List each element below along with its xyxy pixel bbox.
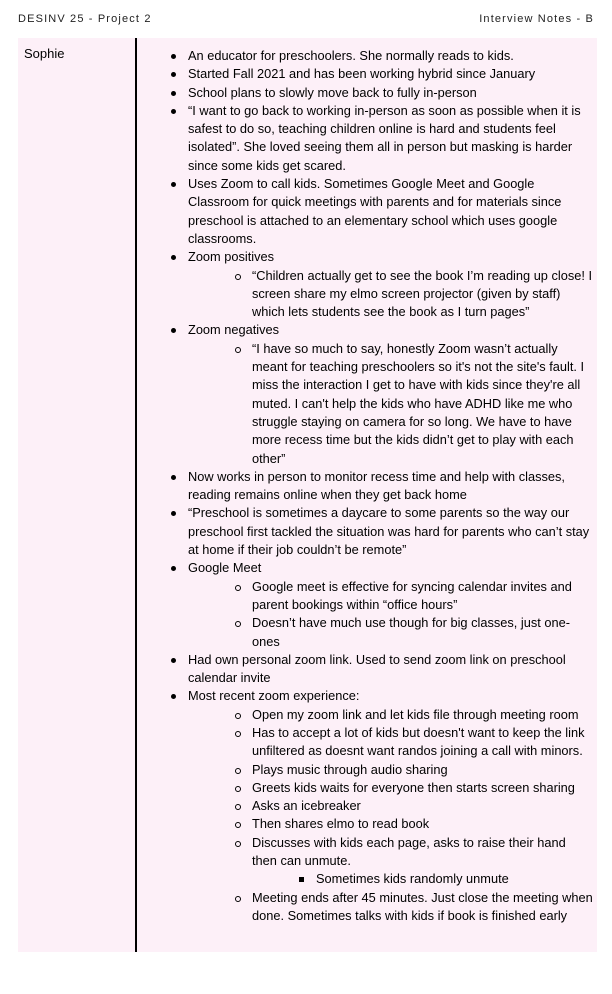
note-item bbox=[234, 889, 593, 926]
note-list-level-2 bbox=[188, 578, 593, 651]
note-item bbox=[170, 102, 593, 175]
note-item bbox=[170, 687, 593, 925]
note-list-level-2 bbox=[188, 340, 593, 468]
note-item-text: Had own personal zoom link. Used to send zoom link on preschool calendar invite bbox=[188, 651, 566, 686]
note-item-text: An educator for preschoolers. She normally reads to kids. bbox=[188, 48, 514, 63]
note-item bbox=[170, 651, 593, 688]
note-item bbox=[170, 559, 593, 650]
note-item bbox=[234, 797, 593, 815]
note-item bbox=[170, 504, 593, 559]
note-item-text: “I want to go back to working in-person as soon as possible when it is safest to do so, teaching children online is hard and students feel isolated”. She loved seeing them all in person but masking is harder since some kids get scared. bbox=[188, 102, 581, 173]
notes-list bbox=[137, 47, 593, 925]
note-item bbox=[234, 614, 593, 651]
notes-column bbox=[137, 38, 597, 952]
note-item bbox=[170, 47, 593, 65]
note-item bbox=[170, 248, 593, 321]
note-item-text: Uses Zoom to call kids. Sometimes Google Meet and Google Classroom for quick meetings with parents and for materials since preschool is attached to an elementary school which uses google classrooms. bbox=[188, 176, 562, 246]
note-item-text: Zoom positives bbox=[188, 249, 275, 265]
note-list-level-1 bbox=[137, 47, 593, 925]
note-item bbox=[234, 834, 593, 889]
note-item bbox=[234, 779, 593, 797]
note-item-text: Now works in person to monitor recess time and help with classes, reading remains online when they get back home bbox=[188, 468, 565, 503]
note-item bbox=[170, 321, 593, 467]
note-list-level-3 bbox=[252, 870, 593, 888]
note-item-text: Plays music through audio sharing bbox=[252, 761, 448, 777]
note-item-text: Asks an icebreaker bbox=[252, 798, 361, 814]
note-item-text: “Children actually get to see the book I’m reading up close! I screen share my elmo screen projector (given by staff) which lets students see the book as I turn pages” bbox=[252, 267, 593, 320]
note-item-text: Doesn’t have much use though for big classes, just one-ones bbox=[252, 615, 570, 649]
note-item bbox=[170, 84, 593, 102]
participant-column bbox=[18, 38, 137, 952]
note-item bbox=[234, 340, 593, 468]
interview-note-table bbox=[18, 38, 597, 952]
note-item bbox=[234, 724, 593, 761]
note-item bbox=[298, 870, 593, 888]
note-item-text: Sometimes kids randomly unmute bbox=[316, 871, 509, 887]
note-item bbox=[234, 706, 593, 724]
note-item-text: Discusses with kids each page, asks to raise their hand then can unmute. bbox=[252, 834, 566, 869]
note-item-text: School plans to slowly move back to fully in-person bbox=[188, 84, 477, 100]
note-item-text: Meeting ends after 45 minutes. Just close the meeting when done. Sometimes talks with kids if book is finished early bbox=[252, 889, 593, 923]
note-item-text: Greets kids waits for everyone then starts screen sharing bbox=[252, 779, 575, 795]
note-item-text: “I have so much to say, honestly Zoom wasn’t actually meant for teaching preschoolers so it's not the site's fault. I miss the interaction I get to have with kids since they're all muted. I can't help the kids who have ADHD like me who struggle staying on camera for so long. We have to have more recess time but the kids didn’t get to play with each other” bbox=[252, 340, 585, 466]
note-item-text: Zoom negatives bbox=[188, 322, 280, 338]
note-item bbox=[170, 65, 593, 83]
note-item-text: Google Meet bbox=[188, 560, 262, 576]
note-item-text: Open my zoom link and let kids file through meeting room bbox=[252, 706, 579, 722]
header-course-project: DESINV 25 - Project 2 bbox=[18, 13, 152, 25]
note-item-text: “Preschool is sometimes a daycare to some parents so the way our preschool first tackled the situation was hard for parents who can’t stay at home if their job couldn’t be remote” bbox=[188, 505, 590, 558]
note-item-text: Google meet is effective for syncing calendar invites and parent bookings within “office hours” bbox=[252, 578, 572, 612]
note-item bbox=[234, 267, 593, 322]
note-list-level-2 bbox=[188, 706, 593, 926]
participant-name: Sophie bbox=[24, 46, 65, 61]
note-item-text: Started Fall 2021 and has been working hybrid since January bbox=[188, 66, 536, 82]
note-item bbox=[234, 815, 593, 833]
note-list-level-2 bbox=[188, 267, 593, 322]
note-item-text: Most recent zoom experience: bbox=[188, 688, 360, 704]
note-item bbox=[170, 468, 593, 505]
note-item-text: Then shares elmo to read book bbox=[252, 816, 430, 832]
note-item bbox=[170, 175, 593, 248]
note-item-text: Has to accept a lot of kids but doesn't want to keep the link unfiltered as doesnt want randos joining a call with minors. bbox=[252, 724, 585, 759]
note-item bbox=[234, 578, 593, 615]
header-document-title: Interview Notes - B bbox=[479, 13, 594, 25]
page-header bbox=[0, 8, 612, 30]
note-item bbox=[234, 761, 593, 779]
